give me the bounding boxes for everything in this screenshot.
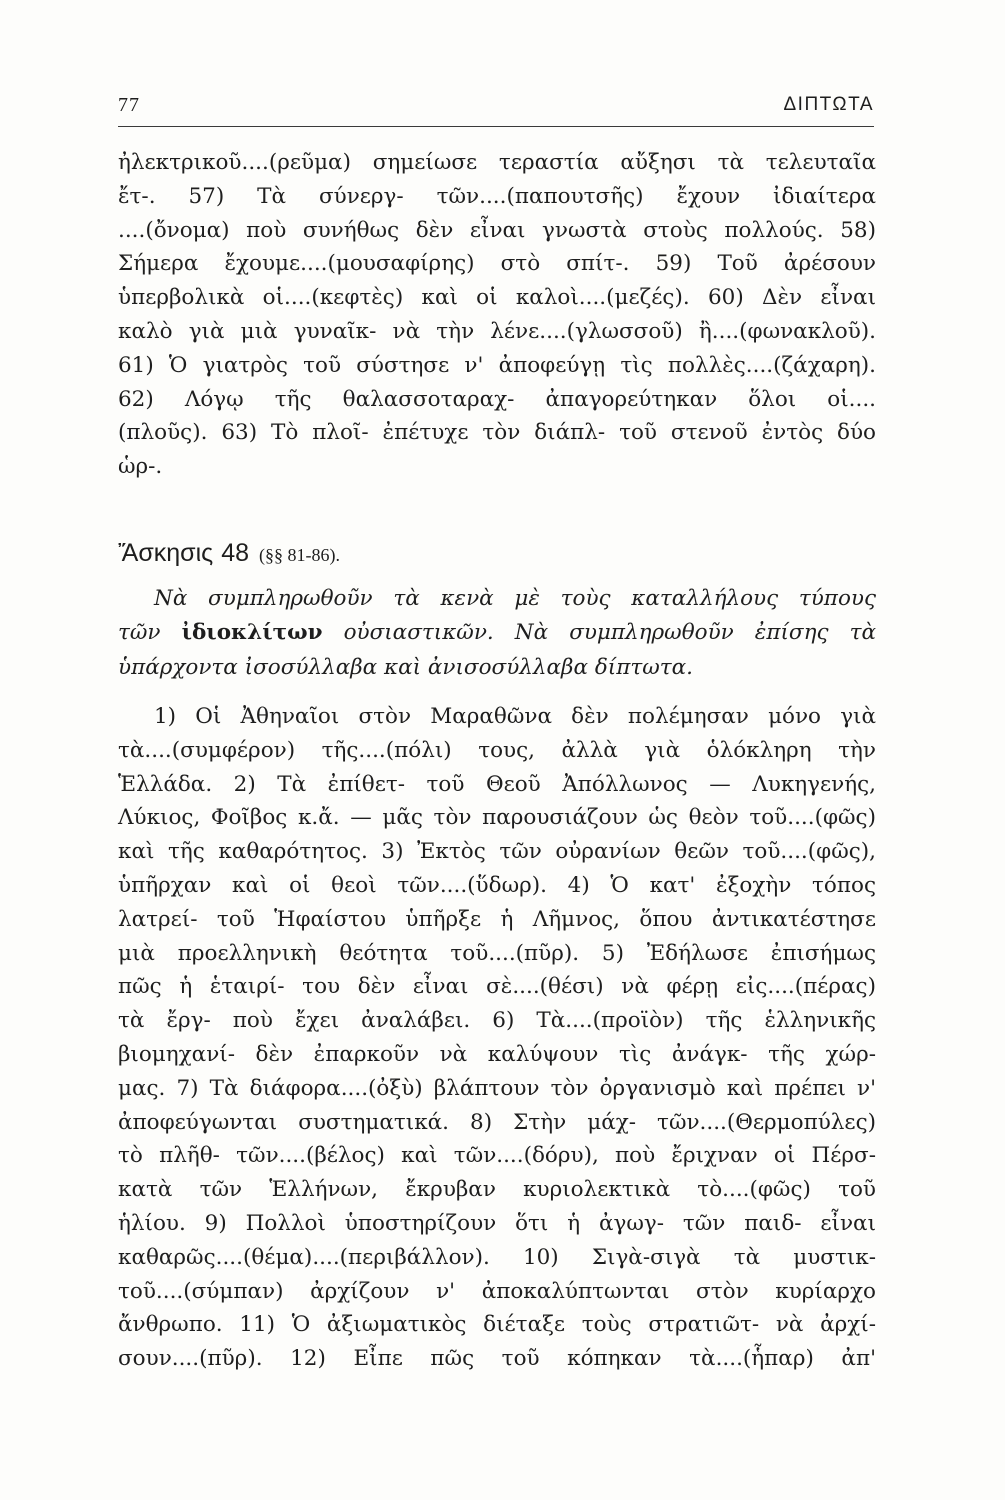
text-line: ἔτ-. 57) Τὰ σύνεργ- τῶν....(παπουτσῆς) ἔχουν ἰδιαίτερα bbox=[118, 183, 876, 209]
text-line: λατρεί- τοῦ Ἡφαίστου ὑπῆρξε ἡ Λῆμνος, ὅπου ἀντικατέστησε bbox=[118, 906, 876, 932]
text-line: μας. 7) Τὰ διάφορα....(ὀξὺ) βλάπτουν τὸν ὀργανισμὸ καὶ πρέπει ν' bbox=[118, 1075, 876, 1101]
text-line: ....(ὄνομα) ποὺ συνήθως δὲν εἶναι γνωστὰ στοὺς πολλούς. 58) bbox=[118, 217, 876, 243]
text-line: κατὰ τῶν Ἑλλήνων, ἔκρυβαν κυριολεκτικὰ τὸ....(φῶς) τοῦ bbox=[118, 1177, 876, 1203]
exercise-instruction bbox=[118, 582, 876, 685]
instruction-line: ὑπάρχοντα ἰσοσύλλαβα καὶ ἀνισοσύλλαβα δίπτωτα. bbox=[118, 654, 693, 680]
instruction-keyword: ἰδιοκλίτων bbox=[181, 620, 323, 646]
text-line: μιὰ προελληνικὴ θεότητα τοῦ....(πῦρ). 5) Ἐδήλωσε ἐπισήμως bbox=[118, 940, 876, 966]
text-line: Ἑλλάδα. 2) Τὰ ἐπίθετ- τοῦ Θεοῦ Ἀπόλλωνος — Λυκηγενής, bbox=[118, 771, 876, 797]
text-line: καθαρῶς....(θέμα)....(περιβάλλον). 10) Σιγὰ-σιγὰ τὰ μυστικ- bbox=[118, 1244, 876, 1270]
text-line: καλὸ γιὰ μιὰ γυναῖκ- νὰ τὴν λένε....(γλωσσοῦ) ἢ....(φωνακλοῦ). bbox=[118, 318, 876, 344]
exercise-heading bbox=[118, 533, 340, 573]
text-line: τοῦ....(σύμπαν) ἀρχίζουν ν' ἀποκαλύπτωνται στὸν κυρίαρχο bbox=[118, 1278, 876, 1304]
text-line: ὡρ-. bbox=[118, 454, 163, 480]
instruction-text: τῶν bbox=[118, 620, 161, 646]
text-line: τὸ πλῆθ- τῶν....(βέλος) καὶ τῶν....(δόρυ), ποὺ ἔριχναν οἱ Πέρσ- bbox=[118, 1143, 876, 1169]
text-line: τὰ ἔργ- ποὺ ἔχει ἀναλάβει. 6) Τὰ....(προϊὸν) τῆς ἑλληνικῆς bbox=[118, 1008, 876, 1034]
text-line: Σήμερα ἔχουμε....(μουσαφίρης) στὸ σπίτ-. 59) Τοῦ ἀρέσουν bbox=[118, 251, 876, 277]
text-line: 62) Λόγῳ τῆς θαλασσοταραχ- ἀπαγορεύτηκαν ὅλοι οἱ.... bbox=[118, 386, 876, 412]
text-line: ἡλίου. 9) Πολλοὶ ὑποστηρίζουν ὅτι ἡ ἀγωγ- τῶν παιδ- εἶναι bbox=[118, 1210, 876, 1236]
text-line: (πλοῦς). 63) Τὸ πλοῖ- ἐπέτυχε τὸν διάπλ- τοῦ στενοῦ ἐντὸς δύο bbox=[118, 420, 876, 446]
page-number: 77 bbox=[118, 94, 140, 116]
text-line: Λύκιος, Φοῖβος κ.ἄ. — μᾶς τὸν παρουσιάζουν ὡς θεὸν τοῦ....(φῶς) bbox=[118, 805, 876, 831]
text-line: τὰ....(συμφέρον) τῆς....(πόλι) τους, ἀλλὰ γιὰ ὁλόκληρη τὴν bbox=[118, 737, 876, 763]
text-line: βιομηχανί- δὲν ἐπαρκοῦν νὰ καλύψουν τὶς ἀνάγκ- τῆς χώρ- bbox=[118, 1041, 876, 1067]
carryover-paragraph bbox=[118, 146, 876, 484]
exercise-number: 48 bbox=[221, 539, 250, 567]
text-line: ἀποφεύγωνται συστηματικά. 8) Στὴν μάχ- τῶν....(Θερμοπύλες) bbox=[118, 1109, 876, 1135]
text-line: ἄνθρωπο. 11) Ὁ ἀξιωματικὸς διέταξε τοὺς στρατιῶτ- νὰ ἀρχί- bbox=[118, 1312, 876, 1338]
instruction-line bbox=[118, 616, 876, 650]
text-line: πῶς ἡ ἑταιρί- του δὲν εἶναι σὲ....(θέσι) νὰ φέρῃ εἰς....(πέρας) bbox=[118, 974, 876, 1000]
text-line: σουν....(πῦρ). 12) Εἶπε πῶς τοῦ κόπηκαν τὰ....(ἧπαρ) ἀπ' bbox=[118, 1346, 876, 1372]
running-head bbox=[118, 92, 874, 127]
exercise-reference: (§§ 81-86). bbox=[259, 545, 340, 565]
exercise-title: Ἄσκησις bbox=[118, 539, 214, 567]
text-line: ὑπερβολικὰ οἱ....(κεφτὲς) καὶ οἱ καλοὶ....(μεζές). 60) Δὲν εἶναι bbox=[118, 285, 876, 311]
text-line: 61) Ὁ γιατρὸς τοῦ σύστησε ν' ἀποφεύγῃ τὶς πολλὲς....(ζάχαρη). bbox=[118, 352, 876, 378]
instruction-text: οὐσιαστικῶν. Νὰ συμπληρωθοῦν ἐπίσης τὰ bbox=[343, 620, 876, 646]
exercise-paragraph bbox=[118, 700, 876, 1376]
instruction-line: Νὰ συμπληρωθοῦν τὰ κενὰ μὲ τοὺς καταλλήλους τύπους bbox=[154, 586, 876, 611]
text-line: ἠλεκτρικοῦ....(ρεῦμα) σημείωσε τεραστία αὔξησι τὰ τελευταῖα bbox=[118, 150, 876, 175]
text-line: ὑπῆρχαν καὶ οἱ θεοὶ τῶν....(ὕδωρ). 4) Ὁ κατ' ἐξοχὴν τόπος bbox=[118, 872, 876, 898]
running-title: ΔΙΠΤΩΤΑ bbox=[783, 94, 874, 115]
text-line: καὶ τῆς καθαρότητος. 3) Ἐκτὸς τῶν οὐρανίων θεῶν τοῦ....(φῶς), bbox=[118, 839, 876, 865]
text-line: 1) Οἱ Ἀθηναῖοι στὸν Μαραθῶνα δὲν πολέμησαν μόνο γιὰ bbox=[154, 704, 876, 729]
